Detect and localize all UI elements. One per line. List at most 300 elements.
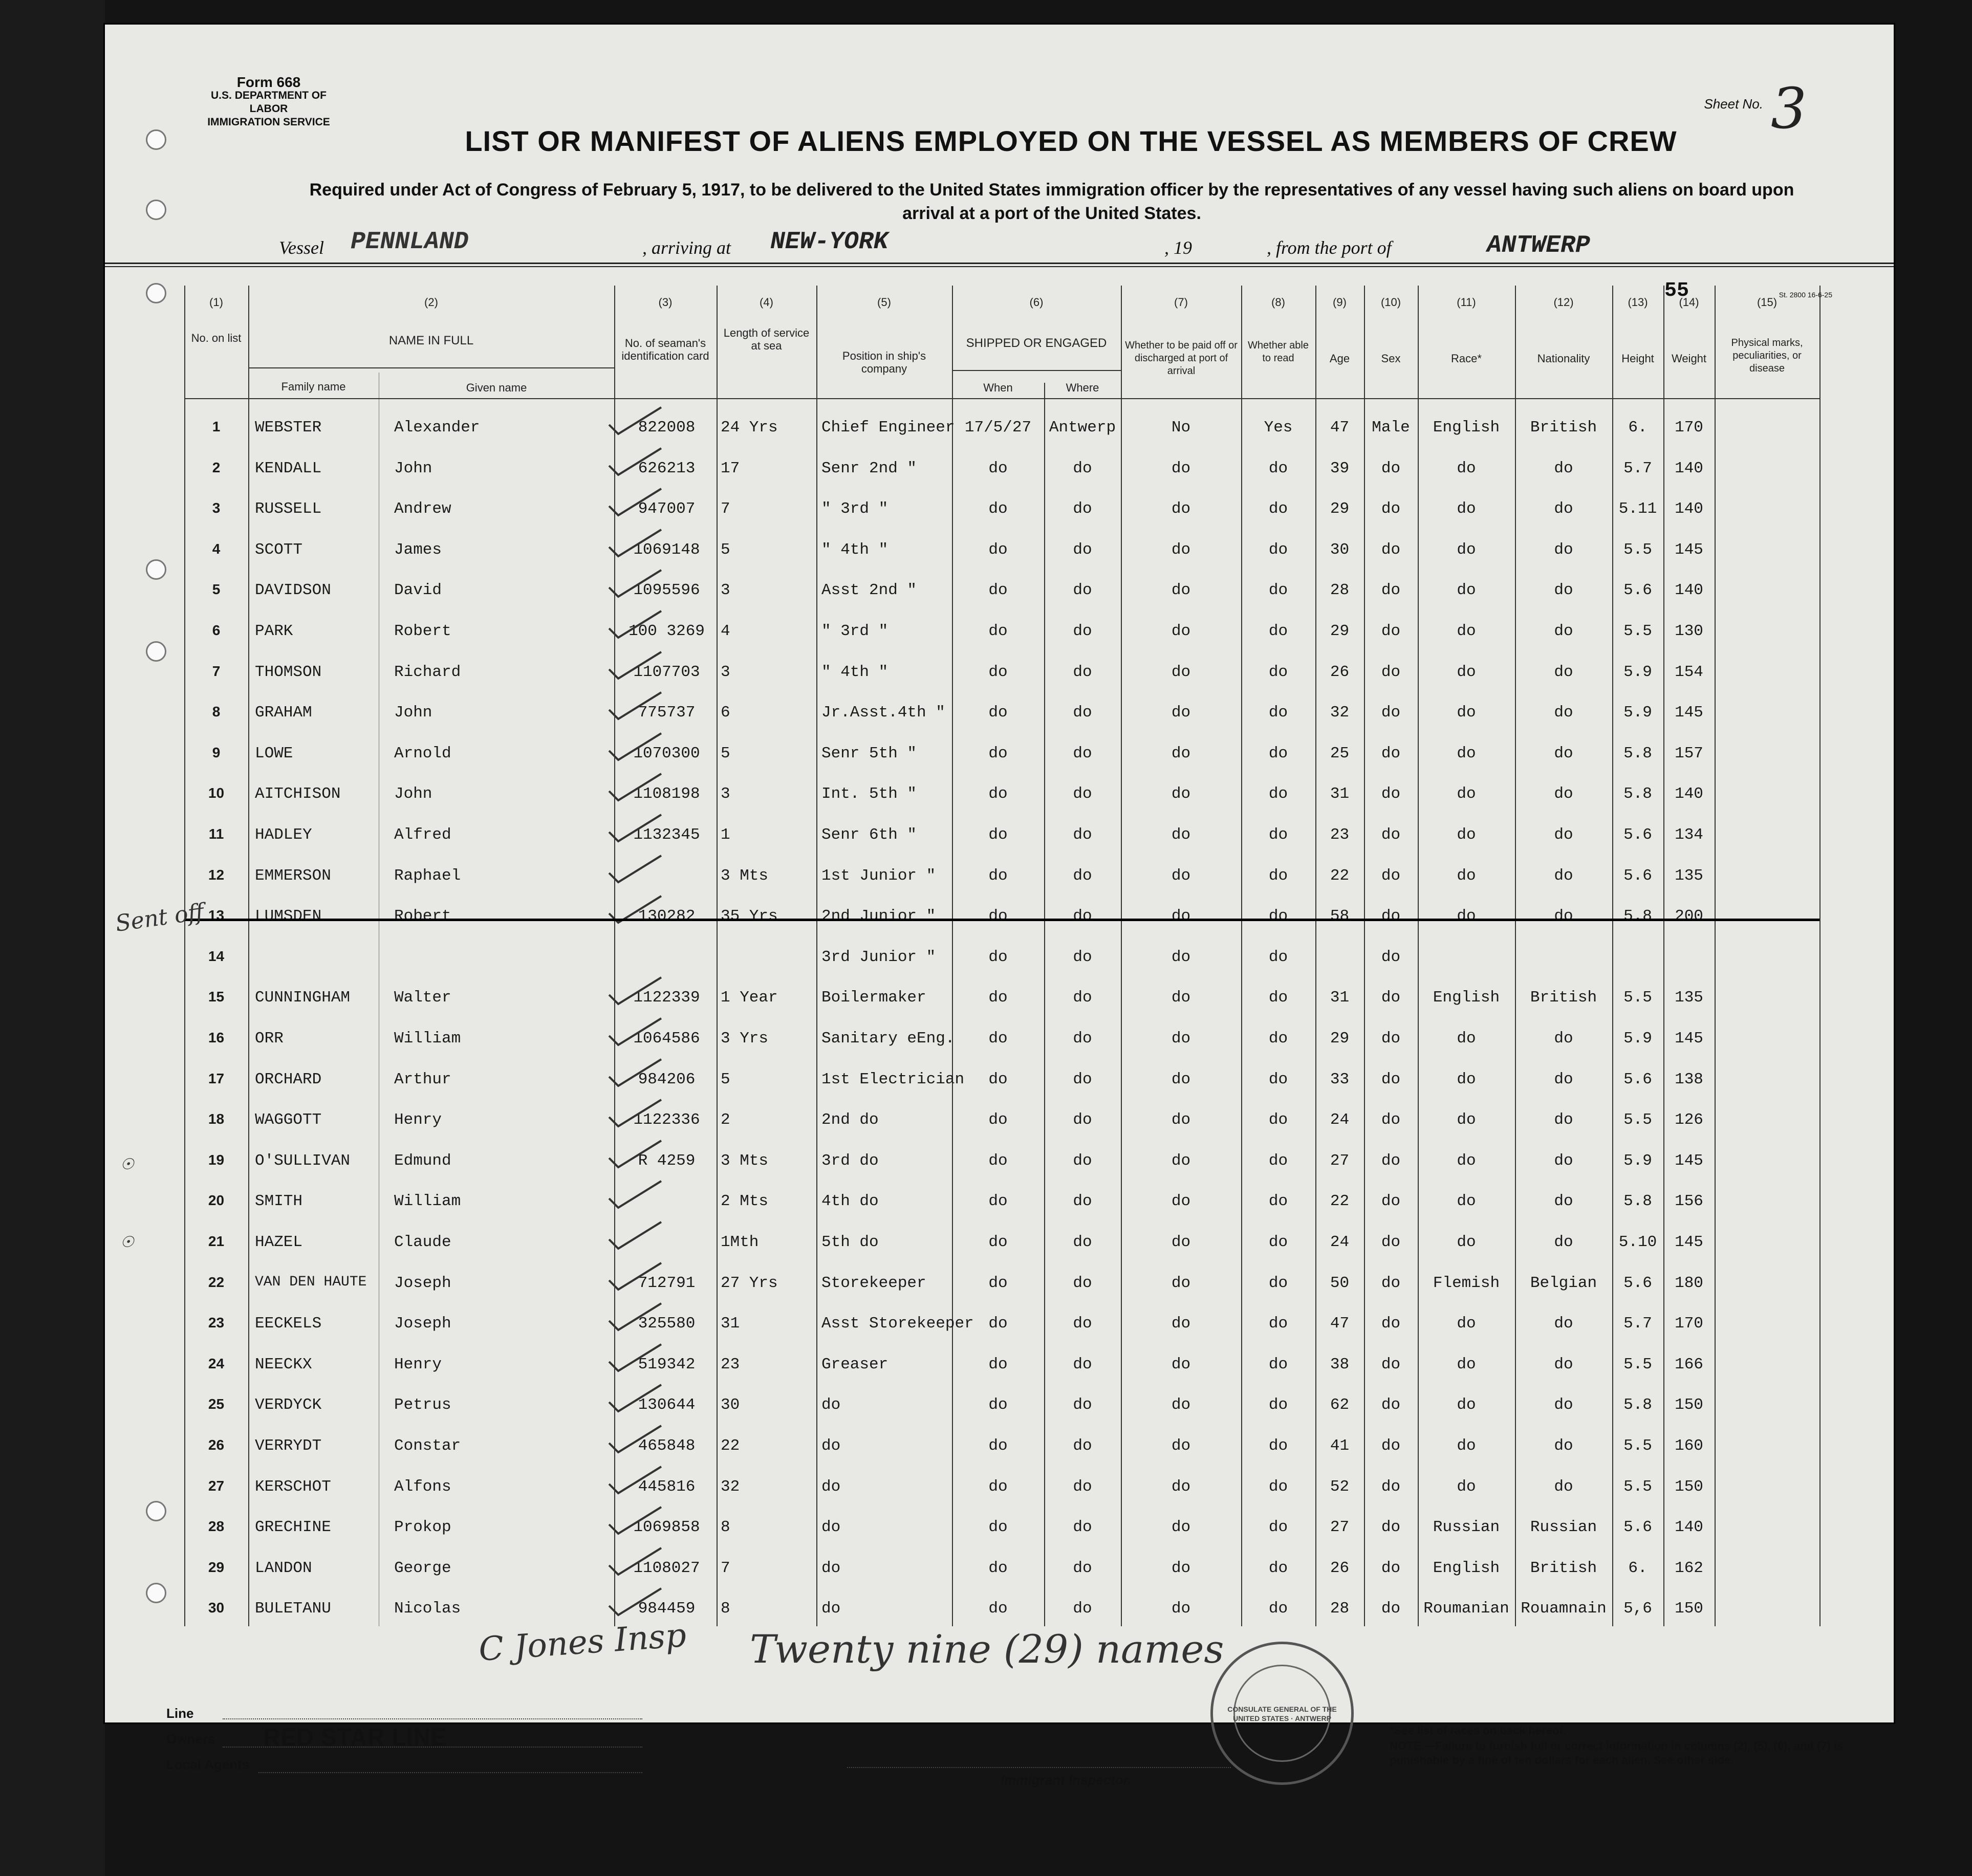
- cell-race: do: [1457, 1030, 1476, 1048]
- cell-able-read: do: [1268, 663, 1288, 681]
- cell-age: 41: [1330, 1437, 1350, 1455]
- cell-age: 23: [1330, 826, 1350, 844]
- check-mark: [604, 445, 665, 477]
- left-scan-edge: [0, 0, 105, 1876]
- cell-id-card: 712791: [638, 1274, 696, 1292]
- punch-hole: [146, 559, 166, 580]
- header-race: Race*: [1451, 352, 1482, 365]
- cell-position: " 4th ": [821, 663, 889, 681]
- cell-weight: 160: [1675, 1437, 1703, 1455]
- cell-able-read: do: [1268, 1396, 1288, 1414]
- cell-able-read: do: [1268, 1315, 1288, 1333]
- agents-rule: [258, 1772, 642, 1773]
- header-where: Where: [1066, 381, 1099, 394]
- cell-race: do: [1457, 1151, 1476, 1170]
- table-row: [184, 403, 1819, 444]
- cell-race: Flemish: [1433, 1274, 1500, 1292]
- cell-race: do: [1457, 826, 1476, 844]
- cell-race: do: [1457, 500, 1476, 518]
- cell-position: " 3rd ": [821, 500, 889, 518]
- cell-family-name: ORCHARD: [255, 1070, 322, 1088]
- cell-no: 18: [208, 1111, 225, 1127]
- cell-position: 2nd Junior ": [821, 907, 936, 926]
- check-mark: [604, 1504, 665, 1536]
- margin-mark: ☉: [120, 1155, 134, 1173]
- cell-when: do: [988, 866, 1008, 885]
- cell-length: 3 Yrs: [721, 1030, 769, 1048]
- cell-height: 5.8: [1623, 1192, 1652, 1211]
- cell-no: 21: [208, 1233, 225, 1249]
- cell-height: 5.5: [1623, 1111, 1652, 1129]
- cell-id-card: 947007: [638, 500, 696, 518]
- cell-where: do: [1073, 866, 1092, 885]
- check-mark: [604, 1260, 665, 1292]
- cell-age: 22: [1330, 866, 1350, 885]
- table-row: [184, 892, 1819, 932]
- cell-length: 3: [721, 663, 730, 681]
- cell-weight: 140: [1675, 581, 1703, 600]
- cell-family-name: VAN DEN HAUTE: [255, 1274, 367, 1290]
- cell-where: do: [1073, 704, 1092, 722]
- vessel-label: Vessel: [279, 237, 324, 258]
- cell-when: do: [988, 1477, 1008, 1496]
- cell-id-card: 1095596: [633, 581, 700, 600]
- inspector-rule: [847, 1767, 1231, 1768]
- cell-position: " 3rd ": [821, 622, 889, 640]
- cell-able-read: do: [1268, 826, 1288, 844]
- cell-able-read: do: [1268, 1192, 1288, 1211]
- header-age: Age: [1329, 352, 1350, 365]
- cell-position: 1st Electrician: [821, 1070, 965, 1088]
- check-mark: [604, 1423, 665, 1454]
- cell-when: do: [988, 1192, 1008, 1211]
- cell-height: 5.9: [1623, 663, 1652, 681]
- strike-through-line: [184, 919, 1819, 921]
- col-num: (12): [1553, 296, 1574, 309]
- cell-family-name: HAZEL: [255, 1233, 303, 1251]
- cell-given-name: Edmund: [394, 1151, 451, 1170]
- cell-nationality: do: [1554, 744, 1573, 762]
- cell-given-name: Andrew: [394, 500, 451, 518]
- cell-able-read: do: [1268, 704, 1288, 722]
- cell-weight: 154: [1675, 663, 1703, 681]
- cell-able-read: do: [1268, 1437, 1288, 1455]
- cell-when: do: [988, 500, 1008, 518]
- cell-position: 2nd do: [821, 1111, 879, 1129]
- cell-position: do: [821, 1559, 841, 1577]
- cell-length: 32: [721, 1477, 740, 1496]
- cell-nationality: Russian: [1530, 1518, 1597, 1537]
- cell-family-name: AITCHISON: [255, 785, 341, 803]
- cell-height: 5.8: [1623, 785, 1652, 803]
- cell-sex: do: [1381, 1355, 1401, 1373]
- cell-paid-off: do: [1171, 622, 1191, 640]
- cell-id-card: 445816: [638, 1477, 696, 1496]
- department-name: U.S. DEPARTMENT OF LABOR: [211, 90, 327, 115]
- col-num: (9): [1333, 296, 1347, 309]
- cell-age: 47: [1330, 1315, 1350, 1333]
- cell-no: 14: [208, 948, 225, 964]
- cell-weight: 150: [1675, 1600, 1703, 1618]
- cell-paid-off: do: [1171, 1518, 1191, 1537]
- cell-no: 10: [208, 785, 225, 801]
- cell-id-card: 325580: [638, 1315, 696, 1333]
- form-header-block: [192, 76, 345, 129]
- cell-where: do: [1073, 1233, 1092, 1251]
- table-row: [184, 1218, 1819, 1258]
- cell-where: do: [1073, 1477, 1092, 1496]
- cell-no: 16: [208, 1030, 225, 1045]
- cell-position: Senr 6th ": [821, 826, 917, 844]
- cell-nationality: do: [1554, 500, 1573, 518]
- header-height: Height: [1621, 352, 1654, 365]
- arriving-label: , arriving at: [642, 237, 731, 258]
- cell-race: do: [1457, 1111, 1476, 1129]
- cell-paid-off: do: [1171, 540, 1191, 559]
- cell-position: Senr 5th ": [821, 744, 917, 762]
- cell-sex: do: [1381, 744, 1401, 762]
- cell-weight: 156: [1675, 1192, 1703, 1211]
- header-divider: [952, 370, 1121, 371]
- cell-given-name: Petrus: [394, 1396, 451, 1414]
- cell-height: 6.: [1628, 419, 1648, 437]
- cell-length: 3: [721, 581, 730, 600]
- cell-weight: 138: [1675, 1070, 1703, 1088]
- cell-paid-off: do: [1171, 826, 1191, 844]
- cell-given-name: Alfred: [394, 826, 451, 844]
- header-given-name: Given name: [466, 381, 527, 394]
- cell-sex: do: [1381, 1274, 1401, 1292]
- cell-position: do: [821, 1437, 841, 1455]
- table-row: [184, 770, 1819, 810]
- cell-length: 27 Yrs: [721, 1274, 778, 1292]
- cell-family-name: NEECKX: [255, 1355, 312, 1373]
- cell-able-read: do: [1268, 989, 1288, 1007]
- cell-race: do: [1457, 704, 1476, 722]
- cell-position: Senr 2nd ": [821, 459, 917, 477]
- cell-race: do: [1457, 1355, 1476, 1373]
- cell-sex: do: [1381, 785, 1401, 803]
- cell-length: 2: [721, 1111, 730, 1129]
- check-mark: [604, 1056, 665, 1088]
- cell-able-read: do: [1268, 540, 1288, 559]
- cell-race: do: [1457, 866, 1476, 885]
- cell-height: 5.5: [1623, 1355, 1652, 1373]
- cell-when: do: [988, 1030, 1008, 1048]
- cell-paid-off: do: [1171, 1030, 1191, 1048]
- cell-length: 1: [721, 826, 730, 844]
- cell-sex: do: [1381, 581, 1401, 600]
- cell-family-name: KENDALL: [255, 459, 322, 477]
- cell-position: 4th do: [821, 1192, 879, 1211]
- cell-nationality: do: [1554, 622, 1573, 640]
- check-mark: [604, 1382, 665, 1413]
- cell-nationality: do: [1554, 826, 1573, 844]
- cell-age: 47: [1330, 419, 1350, 437]
- cell-position: Asst 2nd ": [821, 581, 917, 600]
- col-num: (2): [424, 296, 438, 309]
- cell-length: 8: [721, 1600, 730, 1618]
- cell-weight: 140: [1675, 785, 1703, 803]
- cell-given-name: Richard: [394, 663, 461, 681]
- cell-family-name: HADLEY: [255, 826, 312, 844]
- cell-family-name: THOMSON: [255, 663, 322, 681]
- cell-length: 5: [721, 540, 730, 559]
- cell-race: do: [1457, 459, 1476, 477]
- departure-port: ANTWERP: [1487, 232, 1590, 259]
- cell-age: 50: [1330, 1274, 1350, 1292]
- cell-where: do: [1073, 1600, 1092, 1618]
- cell-age: 31: [1330, 989, 1350, 1007]
- header-id-card: No. of seaman's identification card: [621, 337, 709, 362]
- cell-sex: Male: [1372, 419, 1410, 437]
- table-row: [184, 852, 1819, 892]
- cell-race: do: [1457, 1396, 1476, 1414]
- header-position: Position in ship's company: [842, 350, 926, 375]
- line-rule: [223, 1718, 642, 1719]
- owners-rule: [223, 1747, 642, 1748]
- cell-given-name: William: [394, 1030, 461, 1048]
- cell-length: 2 Mts: [721, 1192, 769, 1211]
- cell-race: do: [1457, 785, 1476, 803]
- cell-weight: 157: [1675, 744, 1703, 762]
- cell-given-name: Claude: [394, 1233, 451, 1251]
- cell-given-name: John: [394, 459, 432, 477]
- check-mark: [604, 1138, 665, 1169]
- cell-when: do: [988, 989, 1008, 1007]
- cell-when: do: [988, 1437, 1008, 1455]
- cell-age: 26: [1330, 1559, 1350, 1577]
- check-mark: [604, 649, 665, 681]
- cell-weight: 150: [1675, 1396, 1703, 1414]
- header-when: When: [983, 381, 1013, 394]
- cell-where: do: [1073, 1559, 1092, 1577]
- cell-id-card: 984459: [638, 1600, 696, 1618]
- cell-race: English: [1433, 1559, 1500, 1577]
- cell-position: 5th do: [821, 1233, 879, 1251]
- col-num: (15): [1757, 296, 1778, 309]
- check-mark: [604, 730, 665, 762]
- cell-id-card: 822008: [638, 419, 696, 437]
- cell-sex: do: [1381, 1192, 1401, 1211]
- col-num: (11): [1457, 296, 1476, 309]
- cell-length: 7: [721, 1559, 730, 1577]
- cell-no: 13: [208, 907, 225, 924]
- cell-given-name: Alfons: [394, 1477, 451, 1496]
- cell-length: 8: [721, 1518, 730, 1537]
- cell-where: do: [1073, 1437, 1092, 1455]
- cell-where: do: [1073, 1315, 1092, 1333]
- check-mark: [604, 1585, 665, 1617]
- cell-able-read: do: [1268, 500, 1288, 518]
- cell-sex: do: [1381, 540, 1401, 559]
- cell-family-name: DAVIDSON: [255, 581, 331, 600]
- cell-position: do: [821, 1396, 841, 1414]
- check-mark: [604, 1015, 665, 1047]
- cell-given-name: Arnold: [394, 744, 451, 762]
- header-rule: [105, 266, 1894, 267]
- cell-id-card: 1122339: [633, 989, 700, 1007]
- cell-height: 5.5: [1623, 1437, 1652, 1455]
- table-row: [184, 526, 1819, 566]
- cell-age: 29: [1330, 1030, 1350, 1048]
- table-row: [184, 1096, 1819, 1136]
- cell-length: 4: [721, 622, 730, 640]
- cell-position: Storekeeper: [821, 1274, 926, 1292]
- cell-where: do: [1073, 1192, 1092, 1211]
- cell-when: do: [988, 1559, 1008, 1577]
- cell-race: English: [1433, 989, 1500, 1007]
- cell-able-read: do: [1268, 907, 1288, 926]
- cell-weight: 145: [1675, 704, 1703, 722]
- cell-id-card: R 4259: [638, 1151, 696, 1170]
- cell-age: 30: [1330, 540, 1350, 559]
- cell-paid-off: do: [1171, 1070, 1191, 1088]
- cell-id-card: 775737: [638, 704, 696, 722]
- cell-weight: 135: [1675, 989, 1703, 1007]
- cell-paid-off: do: [1171, 1477, 1191, 1496]
- col-num: (1): [209, 296, 223, 309]
- cell-age: 33: [1330, 1070, 1350, 1088]
- header-family-name: Family name: [281, 380, 346, 393]
- cell-age: 29: [1330, 500, 1350, 518]
- cell-no: 19: [208, 1151, 225, 1168]
- cell-sex: do: [1381, 1600, 1401, 1618]
- cell-length: 24 Yrs: [721, 419, 778, 437]
- cell-length: 31: [721, 1315, 740, 1333]
- cell-family-name: WEBSTER: [255, 419, 322, 437]
- cell-paid-off: do: [1171, 866, 1191, 885]
- header-weight: Weight: [1671, 352, 1707, 365]
- cell-no: 27: [208, 1477, 225, 1494]
- cell-height: 5.5: [1623, 622, 1652, 640]
- cell-position: 3rd do: [821, 1151, 879, 1170]
- cell-given-name: Robert: [394, 907, 451, 926]
- cell-age: 27: [1330, 1518, 1350, 1537]
- cell-length: 1Mth: [721, 1233, 759, 1251]
- cell-id-card: 100 3269: [629, 622, 705, 640]
- cell-no: 4: [212, 540, 221, 557]
- cell-where: do: [1073, 826, 1092, 844]
- margin-mark: ☉: [120, 1233, 134, 1251]
- cell-nationality: do: [1554, 785, 1573, 803]
- cell-id-card: 1069148: [633, 540, 700, 559]
- check-mark: [604, 812, 665, 843]
- punch-hole: [146, 641, 166, 662]
- cell-sex: do: [1381, 948, 1401, 966]
- check-mark: [604, 404, 665, 436]
- cell-paid-off: do: [1171, 1151, 1191, 1170]
- cell-length: 23: [721, 1355, 740, 1373]
- cell-given-name: James: [394, 540, 442, 559]
- table-row: [184, 485, 1819, 525]
- cell-paid-off: do: [1171, 744, 1191, 762]
- cell-paid-off: do: [1171, 785, 1191, 803]
- cell-height: 5.10: [1618, 1233, 1657, 1251]
- cell-given-name: Prokop: [394, 1518, 451, 1537]
- cell-family-name: LUMSDEN: [255, 907, 322, 926]
- cell-nationality: do: [1554, 1396, 1573, 1414]
- cell-where: do: [1073, 785, 1092, 803]
- cell-age: 38: [1330, 1355, 1350, 1373]
- cell-position: Greaser: [821, 1355, 889, 1373]
- cell-where: do: [1073, 1070, 1092, 1088]
- cell-when: do: [988, 1600, 1008, 1618]
- cell-age: 32: [1330, 704, 1350, 722]
- cell-able-read: Yes: [1264, 419, 1293, 437]
- cell-where: do: [1073, 1396, 1092, 1414]
- cell-height: 5.5: [1623, 540, 1652, 559]
- cell-height: 5.5: [1623, 989, 1652, 1007]
- cell-id-card: 1064586: [633, 1030, 700, 1048]
- col-num: (14): [1679, 296, 1699, 309]
- cell-when: do: [988, 704, 1008, 722]
- col-divider: [1819, 286, 1821, 1626]
- cell-paid-off: do: [1171, 1437, 1191, 1455]
- cell-nationality: British: [1530, 989, 1597, 1007]
- table-row: [184, 811, 1819, 851]
- cell-no: 2: [212, 459, 221, 475]
- table-row: [184, 648, 1819, 688]
- cell-paid-off: do: [1171, 704, 1191, 722]
- check-mark: [604, 608, 665, 640]
- table-row: [184, 1544, 1819, 1584]
- cell-when: do: [988, 1396, 1008, 1414]
- cell-sex: do: [1381, 1477, 1401, 1496]
- cell-no: 3: [212, 500, 221, 516]
- cell-no: 25: [208, 1396, 225, 1412]
- cell-height: 5.9: [1623, 704, 1652, 722]
- cell-no: 15: [208, 989, 225, 1005]
- cell-paid-off: do: [1171, 1355, 1191, 1373]
- cell-position: do: [821, 1600, 841, 1618]
- cell-height: 5.11: [1618, 500, 1657, 518]
- cell-paid-off: do: [1171, 1396, 1191, 1414]
- cell-position: do: [821, 1518, 841, 1537]
- header-shipped-engaged: SHIPPED OR ENGAGED: [966, 336, 1107, 350]
- cell-able-read: do: [1268, 1111, 1288, 1129]
- cell-no: 6: [212, 622, 221, 638]
- header-bottom-rule: [184, 398, 1819, 399]
- cell-id-card: 1132345: [633, 826, 700, 844]
- cell-sex: do: [1381, 459, 1401, 477]
- cell-able-read: do: [1268, 1600, 1288, 1618]
- cell-family-name: RUSSELL: [255, 500, 322, 518]
- year-label: , 19: [1164, 237, 1192, 258]
- cell-sex: do: [1381, 866, 1401, 885]
- check-mark: [604, 1341, 665, 1373]
- cell-no: 12: [208, 866, 225, 883]
- cell-age: 22: [1330, 1192, 1350, 1211]
- cell-when: do: [988, 622, 1008, 640]
- cell-nationality: British: [1530, 1559, 1597, 1577]
- check-mark: [604, 1219, 665, 1251]
- cell-sex: do: [1381, 1111, 1401, 1129]
- table-row: [184, 1422, 1819, 1462]
- cell-weight: 145: [1675, 1151, 1703, 1170]
- cell-paid-off: do: [1171, 1111, 1191, 1129]
- header-nationality: Nationality: [1537, 352, 1590, 365]
- check-mark: [604, 486, 665, 517]
- cell-no: 17: [208, 1070, 225, 1086]
- consulate-seal: [1210, 1642, 1354, 1785]
- cell-where: do: [1073, 1518, 1092, 1537]
- cell-position: Int. 5th ": [821, 785, 917, 803]
- cell-nationality: do: [1554, 907, 1573, 926]
- cell-id-card: 130282: [638, 907, 696, 926]
- header-name-in-full: NAME IN FULL: [388, 334, 474, 347]
- col-num: (7): [1174, 296, 1188, 309]
